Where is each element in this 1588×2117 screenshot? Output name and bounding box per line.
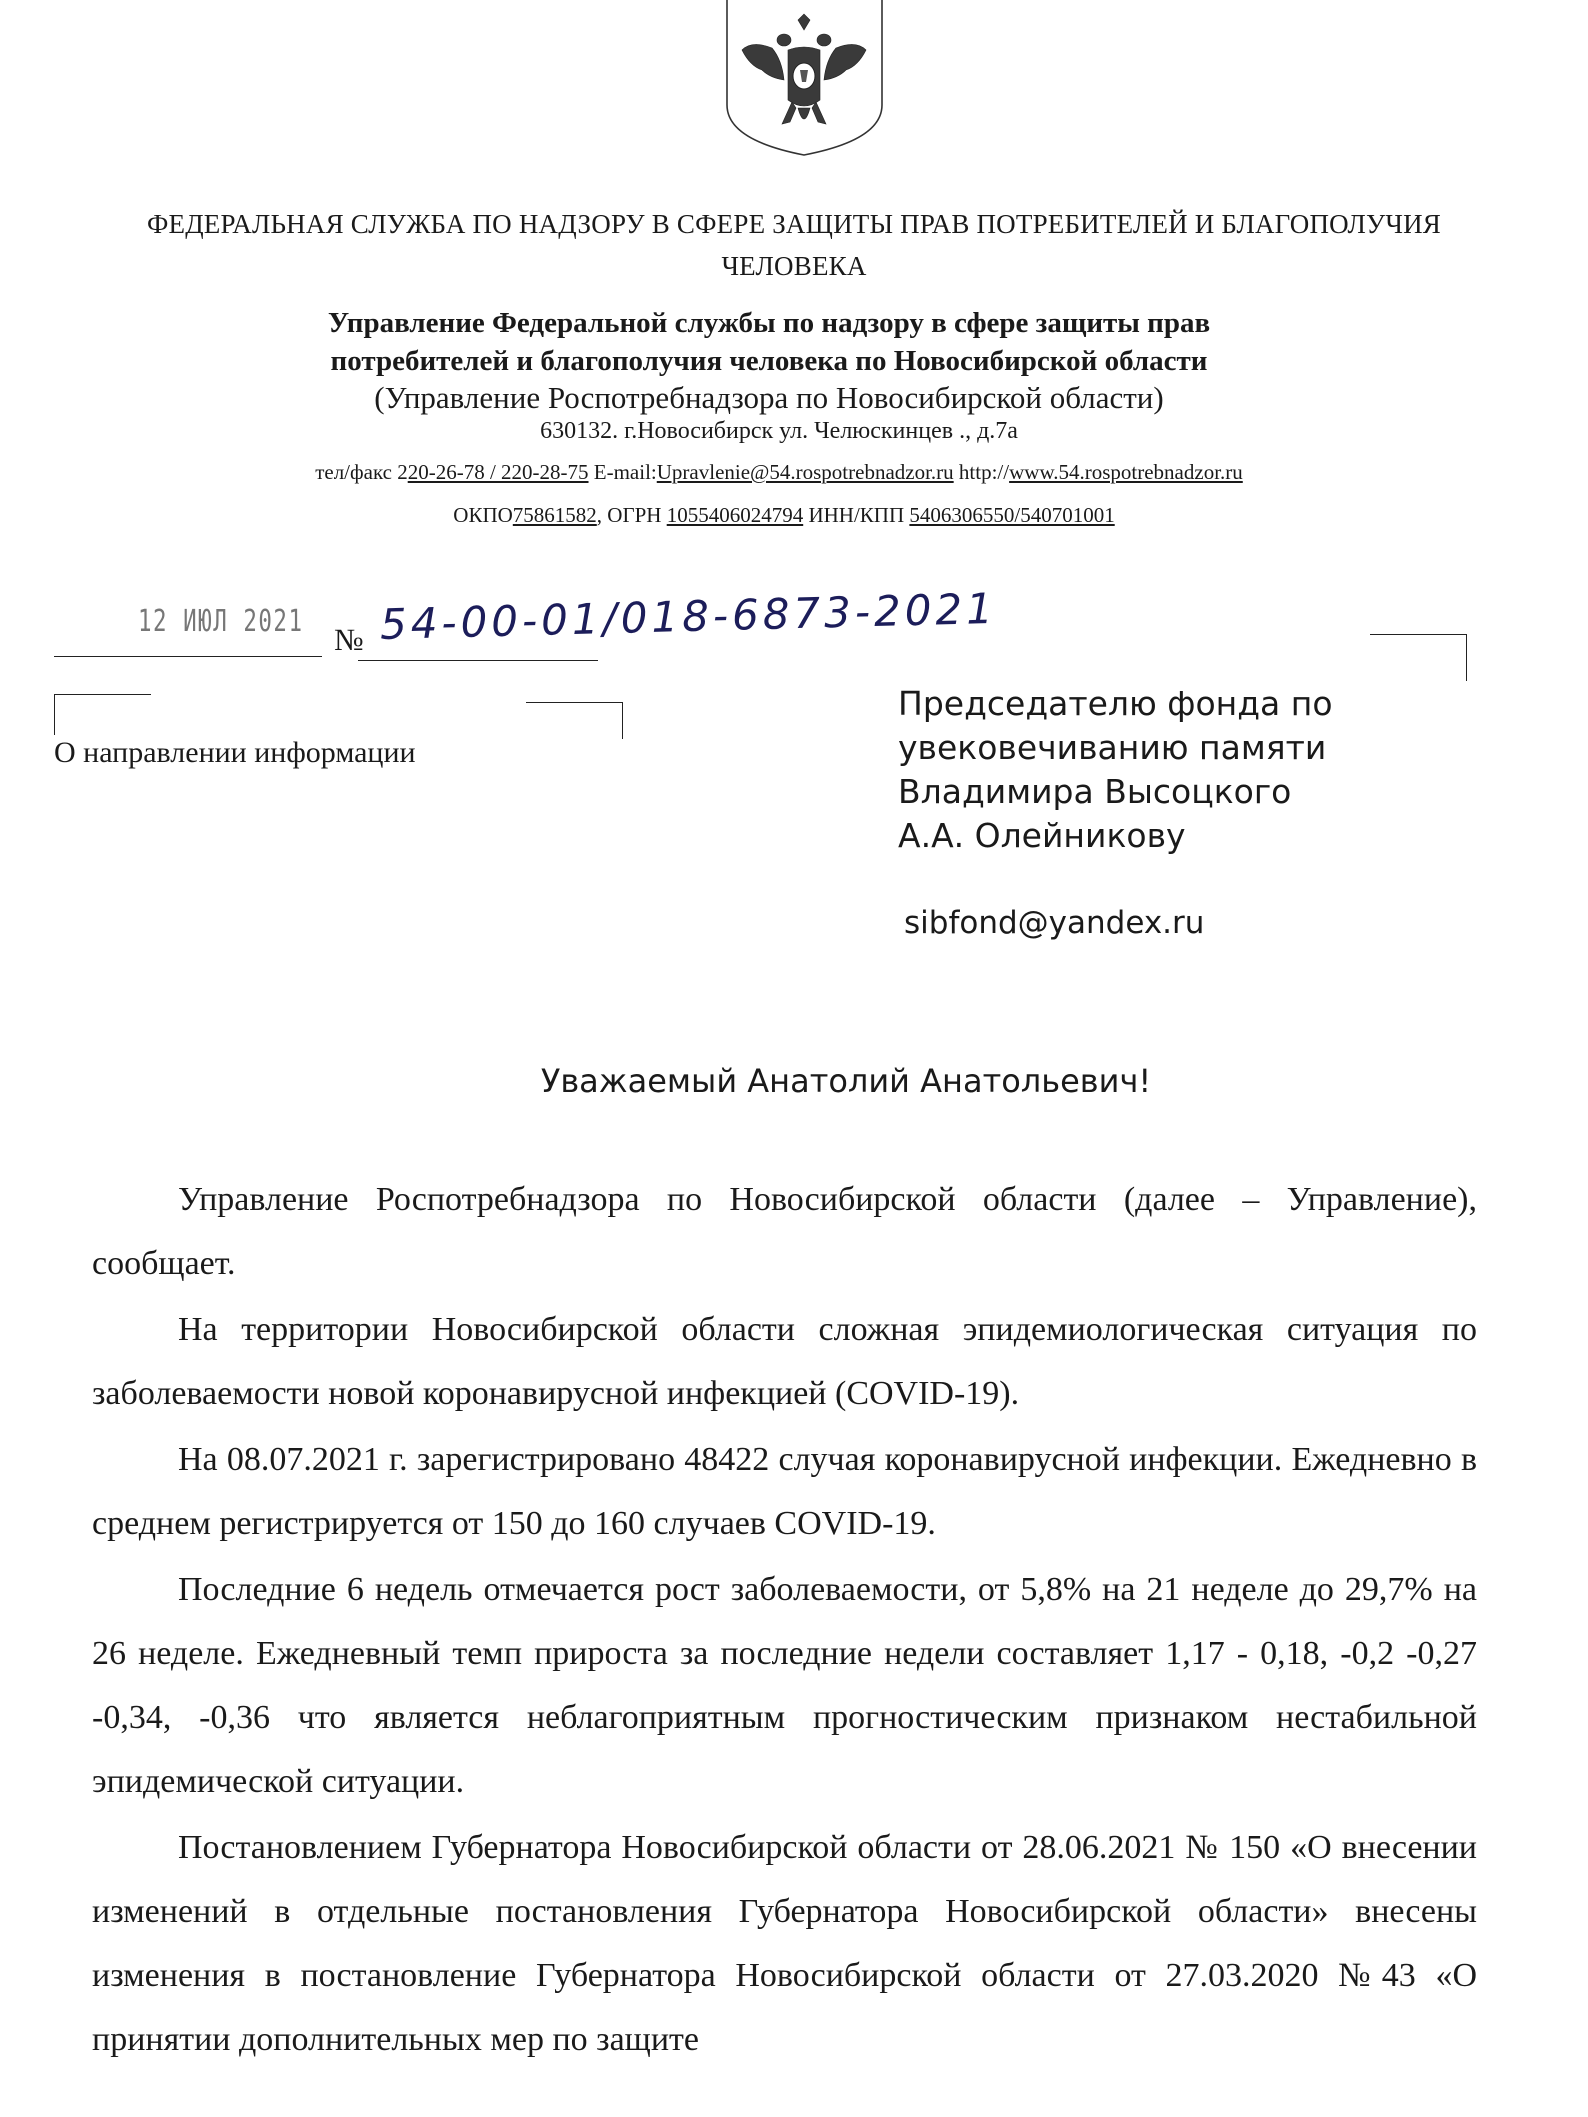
greeting: Уважаемый Анатолий Анатольевич! — [540, 1062, 1152, 1100]
addressee-line: увековечиванию памяти — [898, 728, 1327, 767]
okpo-label: ОКПО — [453, 503, 513, 527]
website-link[interactable]: www.54.rospotrebnadzor.ru — [1009, 460, 1243, 484]
number-line — [358, 660, 598, 661]
okpo-value: 75861582 — [512, 503, 597, 527]
handwritten-registration-number: 54-00-01/018-6873-2021 — [379, 583, 998, 649]
subject-bracket-left — [54, 694, 151, 735]
addressee-line: Владимира Высоцкого — [898, 772, 1292, 811]
department-address: 630132. г.Новосибирск ул. Челюскинцев ., д.7а — [540, 418, 1018, 444]
body-paragraph: Последние 6 недель отмечается рост заболеваемости, от 5,8% на 21 неделе до 29,7% на 26 неделе. Ежедневный темп прироста за последние недели составляет 1,17 - 0,18, -0,2 -0,27 -0,34, -0,36 что является неблагоприятным прогностическим признаком нестабильной эпидемической ситуации. — [92, 1571, 1477, 1800]
addressee-line: А.А. Олейникову — [898, 816, 1186, 855]
number-sign: № — [334, 622, 364, 657]
ogrn-value: 1055406024794 — [666, 503, 804, 527]
addressee-email: sibfond@yandex.ru — [904, 905, 1205, 941]
letter-subject: О направлении информации — [54, 736, 416, 769]
registry-codes — [0, 503, 1588, 528]
body-paragraph: На территории Новосибирской области сложная эпидемиологическая ситуация по заболеваемости новой коронавирусной инфекцией (COVID-19). — [92, 1311, 1477, 1412]
agency-name-caps-cont: ЧЕЛОВЕКА — [721, 251, 867, 281]
date-line — [54, 656, 322, 657]
date-stamp: 12 ИЮЛ 2021 — [138, 604, 304, 639]
letter-body — [92, 1168, 1477, 2074]
web-prefix: http:// — [953, 460, 1010, 484]
addressee-line: Председателю фонда по — [898, 684, 1333, 723]
email-link[interactable]: Upravlenie@54.rospotrebnadzor.ru — [656, 460, 954, 484]
inn-kpp-value: 5406306550/540701001 — [909, 503, 1115, 527]
inn-label: ИНН/КПП — [803, 503, 910, 527]
department-short-name: (Управление Роспотребнадзора по Новосибирской области) — [374, 380, 1164, 415]
addressee-block — [898, 682, 1333, 858]
phone-fax: 20-26-78 / 220-28-75 — [407, 460, 589, 484]
body-paragraph: Постановлением Губернатора Новосибирской области от 28.06.2021 № 150 «О внесении изменений в отдельные постановления Губернатора Новосибирской области» внесены изменения в постановление Губернатора Новосибирской области от 27.03.2020 №43 «О принятии дополнительных мер по защите — [92, 1829, 1477, 2058]
body-paragraph: На 08.07.2021 г. зарегистрировано 48422 случая коронавирусной инфекции. Ежедневно в среднем регистрируется от 150 до 160 случаев COVID-19. — [92, 1441, 1477, 1542]
contact-line — [0, 460, 1588, 485]
body-paragraph: Управление Роспотребнадзора по Новосибирской области (далее – Управление), сообщает. — [92, 1181, 1477, 1282]
email-prefix: E-mail: — [588, 460, 657, 484]
ogrn-label: , ОГРН — [596, 503, 667, 527]
phone-prefix: тел/факс 2 — [315, 460, 408, 484]
coat-of-arms-emblem — [722, 0, 887, 160]
subject-bracket-right — [526, 702, 623, 739]
department-name-line1: Управление Федеральной службы по надзору в сфере защиты прав — [327, 307, 1211, 339]
agency-name-caps: ФЕДЕРАЛЬНАЯ СЛУЖБА ПО НАДЗОРУ В СФЕРЕ ЗАЩИТЫ ПРАВ ПОТРЕБИТЕЛЕЙ И БЛАГОПОЛУЧИЯ — [146, 209, 1442, 239]
department-name-line2: потребителей и благополучия человека по Новосибирской области — [330, 345, 1208, 377]
addressee-bracket-right — [1370, 634, 1467, 681]
